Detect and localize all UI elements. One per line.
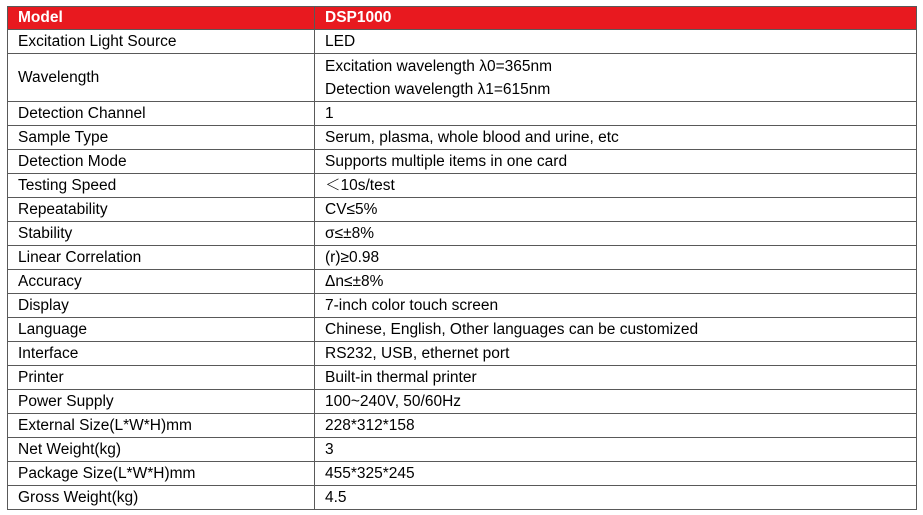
row-value: CV≤5% [315, 198, 917, 222]
row-label: Repeatability [8, 198, 315, 222]
header-model-value: DSP1000 [315, 7, 917, 30]
table-header [8, 7, 917, 30]
row-value: Chinese, English, Other languages can be customized [315, 318, 917, 342]
row-value: 100~240V, 50/60Hz [315, 390, 917, 414]
row-value: 3 [315, 438, 917, 462]
row-label: Linear Correlation [8, 246, 315, 270]
row-label: Display [8, 294, 315, 318]
row-label: Net Weight(kg) [8, 438, 315, 462]
row-value-line: Excitation wavelength λ0=365nm [325, 57, 553, 75]
row-label: Detection Channel [8, 102, 315, 126]
row-label: Testing Speed [8, 174, 315, 198]
row-label: Package Size(L*W*H)mm [8, 462, 315, 486]
row-value: 1 [315, 102, 917, 126]
row-label: Detection Mode [8, 150, 315, 174]
row-label: Wavelength [8, 54, 315, 102]
table-row [8, 270, 917, 294]
header-row [8, 7, 917, 30]
row-label: Accuracy [8, 270, 315, 294]
table-row [8, 30, 917, 54]
table-row [8, 222, 917, 246]
row-label: Printer [8, 366, 315, 390]
table-row [8, 414, 917, 438]
table-row [8, 342, 917, 366]
table-row [8, 174, 917, 198]
row-label: Interface [8, 342, 315, 366]
row-value: LED [315, 30, 917, 54]
row-value: 228*312*158 [315, 414, 917, 438]
row-value: 7-inch color touch screen [315, 294, 917, 318]
table-row [8, 150, 917, 174]
row-value: ＜10s/test [315, 174, 917, 198]
row-value: Serum, plasma, whole blood and urine, etc [315, 126, 917, 150]
row-label: Power Supply [8, 390, 315, 414]
row-label: Excitation Light Source [8, 30, 315, 54]
row-value: RS232, USB, ethernet port [315, 342, 917, 366]
row-label: External Size(L*W*H)mm [8, 414, 315, 438]
table-row [8, 486, 917, 510]
table-row [8, 318, 917, 342]
table-row [8, 102, 917, 126]
row-value: 4.5 [315, 486, 917, 510]
row-value: (r)≥0.98 [315, 246, 917, 270]
table-body [8, 30, 917, 510]
row-value [315, 54, 917, 102]
table-row [8, 246, 917, 270]
table-row [8, 390, 917, 414]
row-value: Built-in thermal printer [315, 366, 917, 390]
row-value: σ≤±8% [315, 222, 917, 246]
table-row [8, 198, 917, 222]
row-label: Gross Weight(kg) [8, 486, 315, 510]
row-value: Supports multiple items in one card [315, 150, 917, 174]
table-row [8, 462, 917, 486]
row-label: Language [8, 318, 315, 342]
row-value: Δn≤±8% [315, 270, 917, 294]
row-label: Sample Type [8, 126, 315, 150]
table-row [8, 126, 917, 150]
row-label: Stability [8, 222, 315, 246]
row-value-line: Detection wavelength λ1=615nm [325, 80, 551, 98]
table-row [8, 366, 917, 390]
header-model-label: Model [8, 7, 315, 30]
table-row [8, 438, 917, 462]
spec-table [7, 6, 917, 510]
table-row [8, 294, 917, 318]
row-value: 455*325*245 [315, 462, 917, 486]
table-row [8, 54, 917, 102]
